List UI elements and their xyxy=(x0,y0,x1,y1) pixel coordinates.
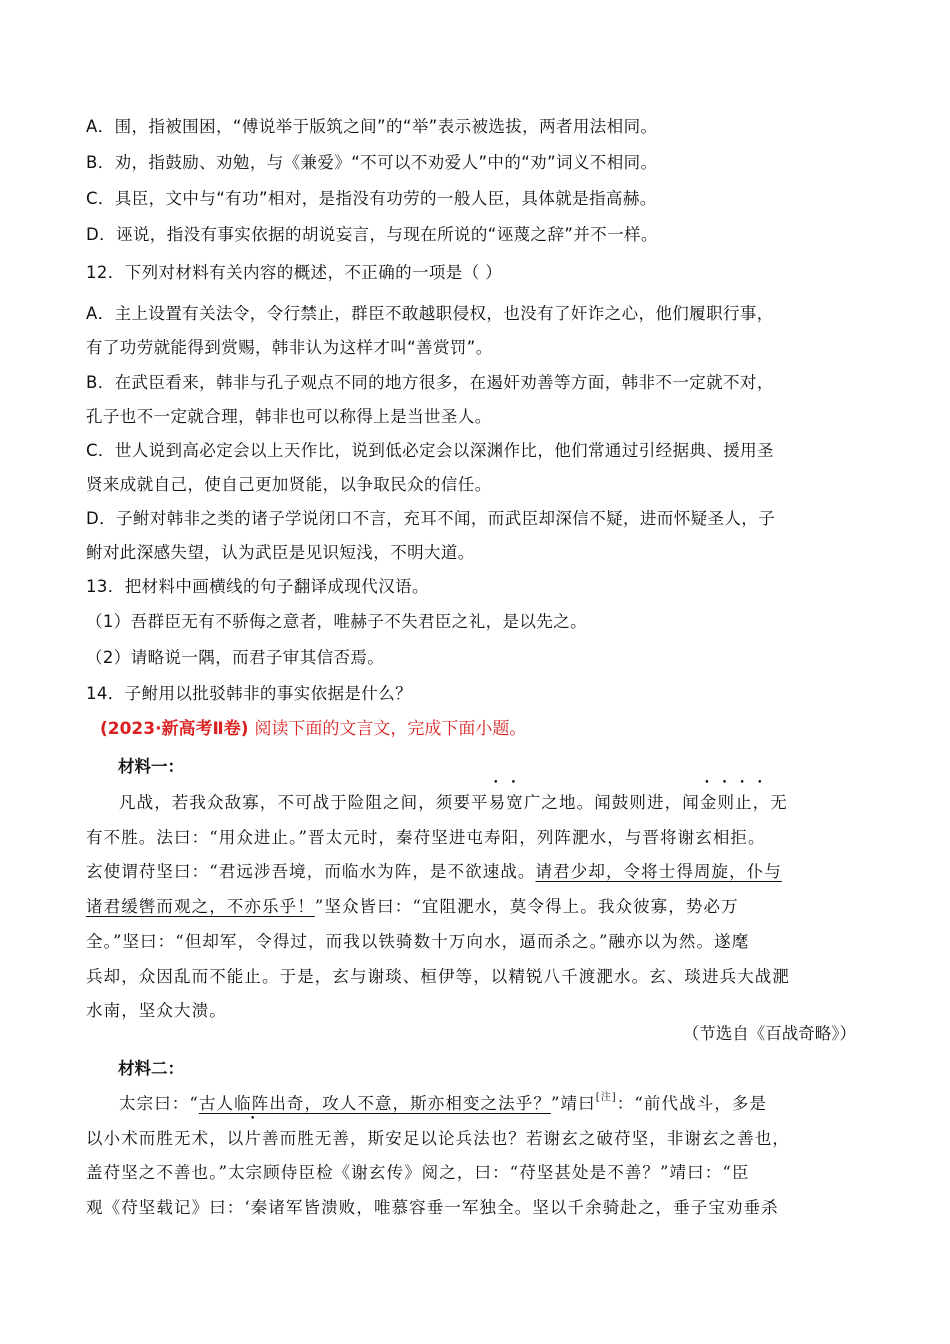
m2-text: 善而胜无善，斯安足以论兵法也？若谢玄之破苻坚，非谢玄之善也， xyxy=(262,1128,791,1148)
m1-text: 宽广之地。闻鼓则进， xyxy=(506,793,683,812)
material-2-passage xyxy=(86,1081,852,1226)
q12-option-d-line1: D．子鲋对韩非之类的诸子学说闭口不言，充耳不闻，而武臣却深信不疑，进而怀疑圣人，子 xyxy=(86,509,776,528)
dotted-char-pian: 片 xyxy=(244,1128,263,1148)
m1-line-4 xyxy=(86,890,852,925)
q13-sentence-1: （1）吾群臣无有不骄侮之意者，唯赫子不失君臣之礼，是以先之。 xyxy=(86,612,587,631)
m1-line-3 xyxy=(86,855,852,890)
q12-option-c-line1: C．世人说到高必定会以上天作比，说到低必定会以深渊作比，他们常通过引经据典、援用圣 xyxy=(86,441,774,460)
m2-text: 太宗曰：“ xyxy=(119,1094,199,1113)
m2-line-3: 盖苻坚之不善也。”太宗顾侍臣检《谢玄传》阅之，曰：“苻坚甚处是不善？”靖曰：“臣 xyxy=(86,1163,750,1183)
footnote-marker: [注] xyxy=(595,1092,617,1103)
material-1-title: 材料一： xyxy=(118,757,184,776)
q12-option-a-line2: 有了功劳就能得到赏赐，韩非认为这样才叫“善赏罚”。 xyxy=(86,338,493,357)
material-1-credit: （节选自《百战奇略》） xyxy=(682,1024,856,1043)
m1-text: ”坚众皆曰：“宜阻淝水，莫令得上。我众彼寡，势必万 xyxy=(314,897,739,917)
source-tag: (2023·新高考Ⅱ卷) xyxy=(100,719,249,739)
dotted-phrase-pingyi: 平易 xyxy=(471,793,507,812)
dotted-phrase-wenjinzezhi: 闻金则止 xyxy=(682,793,753,812)
q14-stem: 14．子鲋用以批驳韩非的事实依据是什么？ xyxy=(86,684,412,703)
m2-text: 以小术而胜无术，以 xyxy=(86,1128,245,1148)
q12-option-b-line2: 孔子也不一定就合理，韩非也可以称得上是当世圣人。 xyxy=(86,407,492,426)
source-instruction: 阅读下面的文言文，完成下面小题。 xyxy=(254,719,527,739)
q12-option-a-line1: A．主上设置有关法令，令行禁止，群臣不敢越职侵权，也没有了奸诈之心，他们履职行事， xyxy=(86,304,774,323)
source-line xyxy=(100,714,526,744)
m1-line-5: 全。”坚曰：“但却军，令得过，而我以铁骑数十万向水，逼而杀之。”融亦以为然。遂麾 xyxy=(86,931,750,951)
q13-sentence-2: （2）请略说一隅，而君子审其信否焉。 xyxy=(86,648,385,667)
m1-text: ，无 xyxy=(752,793,788,812)
m2-line-2 xyxy=(86,1122,852,1157)
m1-line-7: 水南，坚众大溃。 xyxy=(86,1001,227,1021)
m1-line-6: 兵却，众因乱而不能止。于是，玄与谢琰、桓伊等，以精锐八千渡淝水。玄、琰进兵大战淝 xyxy=(86,966,790,986)
material-1-passage xyxy=(86,786,852,1029)
underlined-sentence: 古人临阵出奇，攻人不意，斯亦相变之法乎？ xyxy=(198,1094,551,1113)
m1-line-1 xyxy=(86,786,852,821)
m1-text: 凡战，若我众敌寡，不可战于险阻之间，须要 xyxy=(119,793,471,812)
q11-option-a: A．围，指被围困，“傅说举于版筑之间”的“举”表示被选拔，两者用法相同。 xyxy=(86,117,658,136)
underlined-sentence: 诸君缓辔而观之，不亦乐乎！ xyxy=(86,897,315,917)
material-2-title: 材料二： xyxy=(118,1059,184,1078)
m2-line-1 xyxy=(86,1081,852,1122)
m1-line-2: 有不胜。法曰：“用众进止。”晋太元时，秦苻坚进屯寿阳，列阵淝水，与晋将谢玄相拒。 xyxy=(86,827,766,847)
q12-stem: 12．下列对材料有关内容的概述，不正确的一项是（ ） xyxy=(86,263,503,282)
q12-option-c-line2: 贤来成就自己，使自己更加贤能，以争取民众的信任。 xyxy=(86,475,492,494)
m1-text: 玄使谓苻坚曰：“君远涉吾境，而临水为阵，是不欲速战。 xyxy=(86,862,536,882)
q11-option-c: C．具臣，文中与“有功”相对，是指没有功劳的一般人臣，具体就是指高赫。 xyxy=(86,189,657,208)
m2-text: ：“前代战斗，多是 xyxy=(616,1094,768,1113)
q11-option-b: B．劝，指鼓励、劝勉，与《兼爱》“不可以不劝爱人”中的“劝”词义不相同。 xyxy=(86,153,658,172)
q12-option-b-line1: B．在武臣看来，韩非与孔子观点不同的地方很多，在遏奸劝善等方面，韩非不一定就不对， xyxy=(86,373,774,392)
q13-stem: 13．把材料中画横线的句子翻译成现代汉语。 xyxy=(86,577,429,596)
q11-option-d: D．诬说，指没有事实依据的胡说妄言，与现在所说的“诬蔑之辞”并不一样。 xyxy=(86,225,658,244)
m2-line-4: 观《苻坚载记》曰：‘秦诸军皆溃败，唯慕容垂一军独全。坚以千余骑赴之，垂子宝劝垂杀 xyxy=(86,1198,779,1218)
m2-text: ”靖曰 xyxy=(550,1094,596,1113)
q12-option-d-line2: 鲋对此深感失望，认为武臣是见识短浅，不明大道。 xyxy=(86,543,475,562)
underlined-sentence: 请君少却，令将士得周旋，仆与 xyxy=(535,862,782,882)
